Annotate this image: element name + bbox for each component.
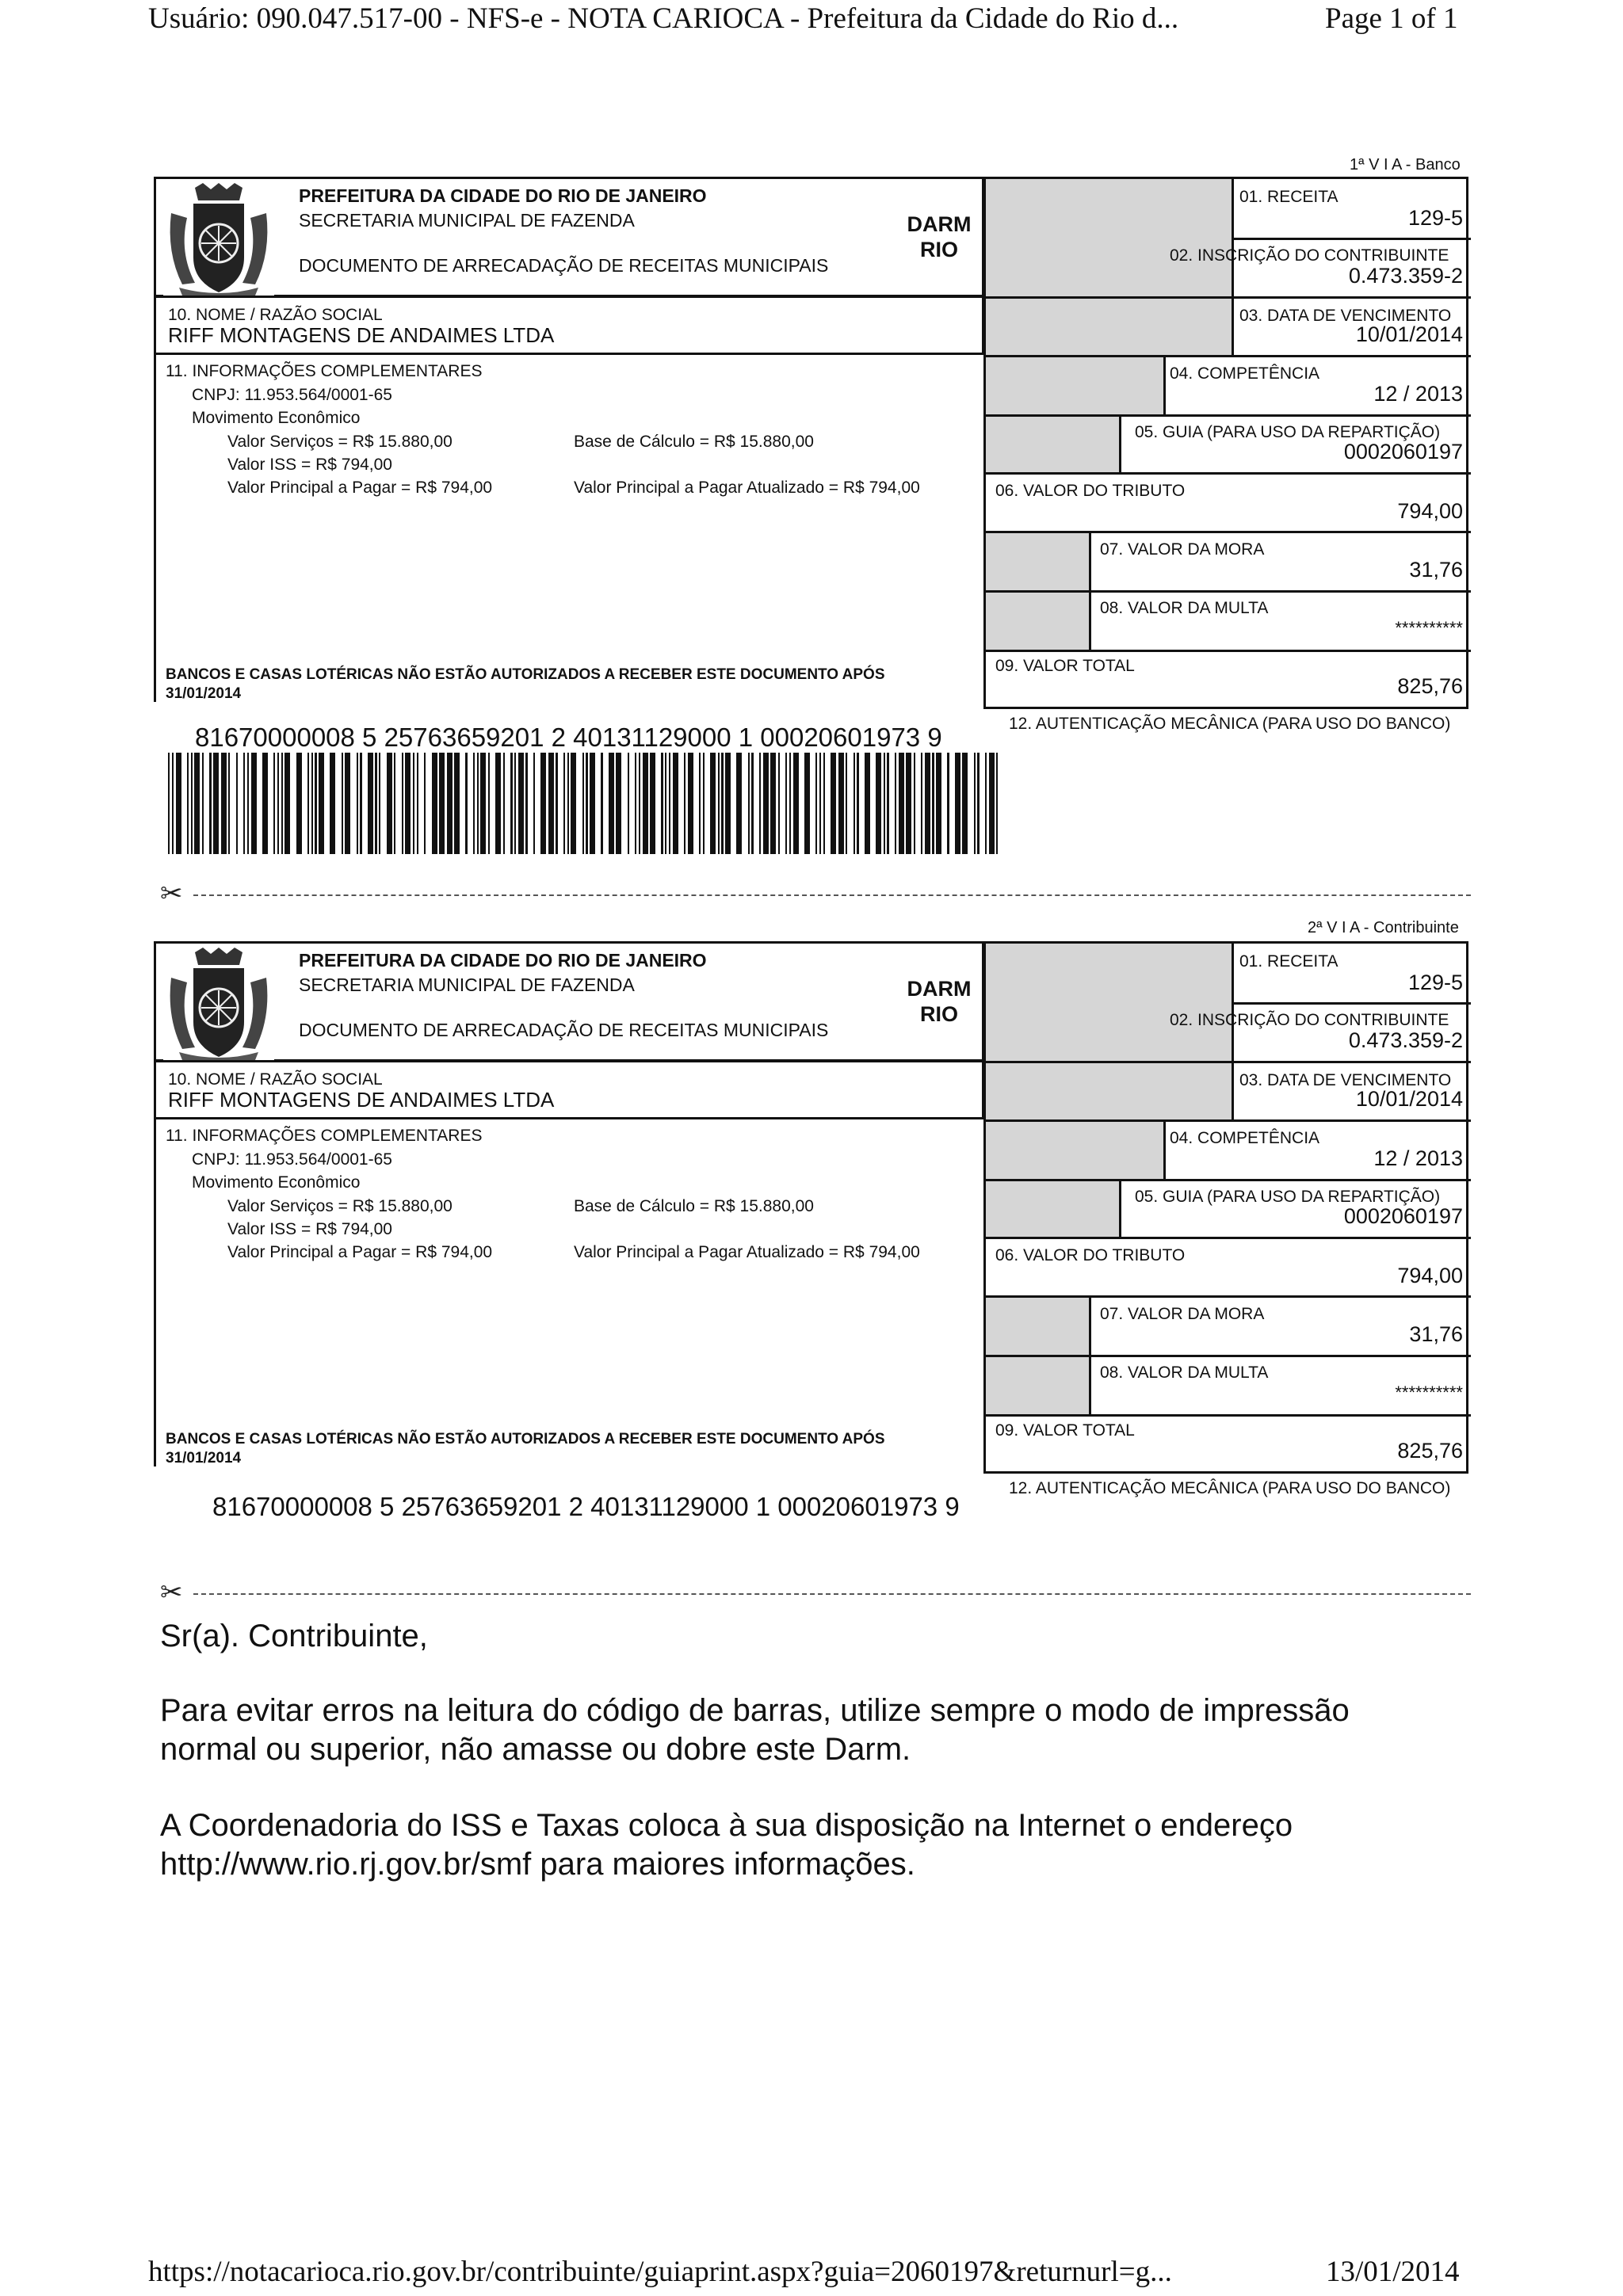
info-label: 11. INFORMAÇÕES COMPLEMENTARES — [166, 1127, 483, 1145]
info-area — [154, 353, 984, 702]
print-footer-date: 13/01/2014 — [1326, 2256, 1460, 2288]
inscricao-value: 0.473.359-2 — [1348, 1028, 1463, 1052]
valor-servicos-text: Valor Serviços = R$ 15.880,00 — [227, 433, 453, 451]
org-line3: DOCUMENTO DE ARRECADAÇÃO DE RECEITAS MUNICIPAIS — [299, 1020, 829, 1040]
tributo-value: 794,00 — [1397, 499, 1463, 523]
valor-principal-text: Valor Principal a Pagar = R$ 794,00 — [227, 1243, 493, 1261]
valor-iss-text: Valor ISS = R$ 794,00 — [227, 1220, 392, 1238]
valor-iss-text: Valor ISS = R$ 794,00 — [227, 456, 392, 474]
base-calculo-text: Base de Cálculo = R$ 15.880,00 — [574, 1197, 814, 1215]
barcode-digits: 81670000008 5 25763659201 2 40131129000 1 00020601973 9 — [195, 723, 942, 752]
total-label: 09. VALOR TOTAL — [995, 657, 1135, 675]
fields-box — [983, 177, 1468, 709]
print-footer-url: https://notacarioca.rio.gov.br/contribuinte/guiaprint.aspx?guia=2060197&returnurl=g... — [148, 2256, 1172, 2288]
inscricao-value: 0.473.359-2 — [1348, 264, 1463, 288]
darm-line2: RIO — [919, 1002, 958, 1026]
info-area — [154, 1118, 984, 1466]
base-calculo-text: Base de Cálculo = R$ 15.880,00 — [574, 433, 814, 451]
warning-line1: BANCOS E CASAS LOTÉRICAS NÃO ESTÃO AUTORIZADOS A RECEBER ESTE DOCUMENTO APÓS — [166, 1431, 885, 1447]
tributo-label: 06. VALOR DO TRIBUTO — [995, 1246, 1186, 1264]
tributo-label: 06. VALOR DO TRIBUTO — [995, 482, 1186, 500]
receita-value: 129-5 — [1407, 971, 1463, 994]
inscricao-label: 02. INSCRIÇÃO DO CONTRIBUINTE — [1170, 1011, 1449, 1029]
name-value: RIFF MONTAGENS DE ANDAIMES LTDA — [168, 1088, 555, 1112]
message-greeting: Sr(a). Contribuinte, — [160, 1619, 428, 1653]
darm-line2: RIO — [919, 238, 958, 261]
competencia-label: 04. COMPETÊNCIA — [1170, 1129, 1320, 1147]
warning-line2: 31/01/2014 — [166, 685, 242, 702]
warning-line2: 31/01/2014 — [166, 1450, 242, 1466]
autenticacao-label: 12. AUTENTICAÇÃO MECÂNICA (PARA USO DO BANCO) — [1009, 1479, 1451, 1497]
copy-label: 1ª V I A - Banco — [1350, 156, 1461, 174]
competencia-label: 04. COMPETÊNCIA — [1170, 364, 1320, 383]
copy-label: 2ª V I A - Contribuinte — [1308, 919, 1459, 936]
multa-value: ********** — [1395, 618, 1463, 638]
scissors-icon: ✂ — [160, 879, 183, 909]
message-para1-line2: normal ou superior, não amasse ou dobre este Darm. — [160, 1732, 911, 1767]
darm-line1: DARM — [907, 977, 972, 1001]
multa-label: 08. VALOR DA MULTA — [1100, 599, 1269, 617]
print-header-title: Usuário: 090.047.517-00 - NFS-e - NOTA CARIOCA - Prefeitura da Cidade do Rio d... — [148, 2, 1179, 35]
warning-line1: BANCOS E CASAS LOTÉRICAS NÃO ESTÃO AUTORIZADOS A RECEBER ESTE DOCUMENTO APÓS — [166, 666, 885, 683]
slip-contributor-copy — [0, 765, 1623, 1636]
total-value: 825,76 — [1397, 674, 1463, 698]
message-para2-line2: http://www.rio.rj.gov.br/smf para maiores informações. — [160, 1847, 915, 1882]
receita-value: 129-5 — [1407, 206, 1463, 230]
valor-principal-atualizado-text: Valor Principal a Pagar Atualizado = R$ 794,00 — [574, 479, 920, 497]
valor-principal-text: Valor Principal a Pagar = R$ 794,00 — [227, 479, 493, 497]
header-box — [154, 177, 984, 297]
total-value: 825,76 — [1397, 1439, 1463, 1463]
movimento-text: Movimento Econômico — [192, 409, 361, 427]
org-line1: PREFEITURA DA CIDADE DO RIO DE JANEIRO — [299, 950, 707, 971]
cnpj-text: CNPJ: 11.953.564/0001-65 — [192, 386, 392, 404]
valor-servicos-text: Valor Serviços = R$ 15.880,00 — [227, 1197, 453, 1215]
vencimento-value: 10/01/2014 — [1355, 322, 1463, 346]
guia-label: 05. GUIA (PARA USO DA REPARTIÇÃO) — [1135, 423, 1441, 441]
autenticacao-label: 12. AUTENTICAÇÃO MECÂNICA (PARA USO DO BANCO) — [1009, 715, 1451, 733]
message-para2-line1: A Coordenadoria do ISS e Taxas coloca à sua disposição na Internet o endereço — [160, 1808, 1293, 1843]
competencia-value: 12 / 2013 — [1373, 382, 1463, 406]
vencimento-label: 03. DATA DE VENCIMENTO — [1239, 307, 1452, 325]
name-box — [154, 1060, 984, 1119]
guia-label: 05. GUIA (PARA USO DA REPARTIÇÃO) — [1135, 1188, 1441, 1206]
mora-label: 07. VALOR DA MORA — [1100, 540, 1265, 559]
multa-value: ********** — [1395, 1383, 1463, 1402]
print-page-indicator: Page 1 of 1 — [1325, 2, 1458, 35]
valor-principal-atualizado-text: Valor Principal a Pagar Atualizado = R$ 794,00 — [574, 1243, 920, 1261]
guia-value: 0002060197 — [1343, 1204, 1463, 1228]
total-label: 09. VALOR TOTAL — [995, 1421, 1135, 1440]
vencimento-label: 03. DATA DE VENCIMENTO — [1239, 1071, 1452, 1089]
tributo-value: 794,00 — [1397, 1264, 1463, 1287]
org-line3: DOCUMENTO DE ARRECADAÇÃO DE RECEITAS MUNICIPAIS — [299, 255, 829, 276]
message-para1-line1: Para evitar erros na leitura do código de barras, utilize sempre o modo de impressão — [160, 1693, 1350, 1728]
movimento-text: Movimento Econômico — [192, 1173, 361, 1192]
info-label: 11. INFORMAÇÕES COMPLEMENTARES — [166, 362, 483, 380]
rio-coat-of-arms-icon — [162, 181, 275, 299]
cnpj-text: CNPJ: 11.953.564/0001-65 — [192, 1150, 392, 1169]
mora-value: 31,76 — [1409, 558, 1463, 582]
fields-box — [983, 941, 1468, 1474]
guia-value: 0002060197 — [1343, 440, 1463, 463]
vencimento-value: 10/01/2014 — [1355, 1087, 1463, 1111]
mora-label: 07. VALOR DA MORA — [1100, 1305, 1265, 1323]
rio-coat-of-arms-icon — [162, 946, 275, 1063]
multa-label: 08. VALOR DA MULTA — [1100, 1363, 1269, 1382]
cut-line — [193, 1593, 1471, 1595]
name-label: 10. NOME / RAZÃO SOCIAL — [168, 306, 383, 324]
header-box — [154, 941, 984, 1062]
inscricao-label: 02. INSCRIÇÃO DO CONTRIBUINTE — [1170, 246, 1449, 265]
competencia-value: 12 / 2013 — [1373, 1146, 1463, 1170]
mora-value: 31,76 — [1409, 1322, 1463, 1346]
barcode-digits: 81670000008 5 25763659201 2 40131129000 1 00020601973 9 — [212, 1492, 960, 1521]
org-line2: SECRETARIA MUNICIPAL DE FAZENDA — [299, 974, 635, 995]
org-line2: SECRETARIA MUNICIPAL DE FAZENDA — [299, 210, 635, 231]
name-box — [154, 296, 984, 355]
name-value: RIFF MONTAGENS DE ANDAIMES LTDA — [168, 323, 555, 347]
name-label: 10. NOME / RAZÃO SOCIAL — [168, 1070, 383, 1089]
darm-line1: DARM — [907, 212, 972, 236]
receita-label: 01. RECEITA — [1239, 952, 1338, 971]
receita-label: 01. RECEITA — [1239, 188, 1338, 206]
org-line1: PREFEITURA DA CIDADE DO RIO DE JANEIRO — [299, 185, 707, 206]
scissors-icon: ✂ — [160, 1577, 183, 1608]
